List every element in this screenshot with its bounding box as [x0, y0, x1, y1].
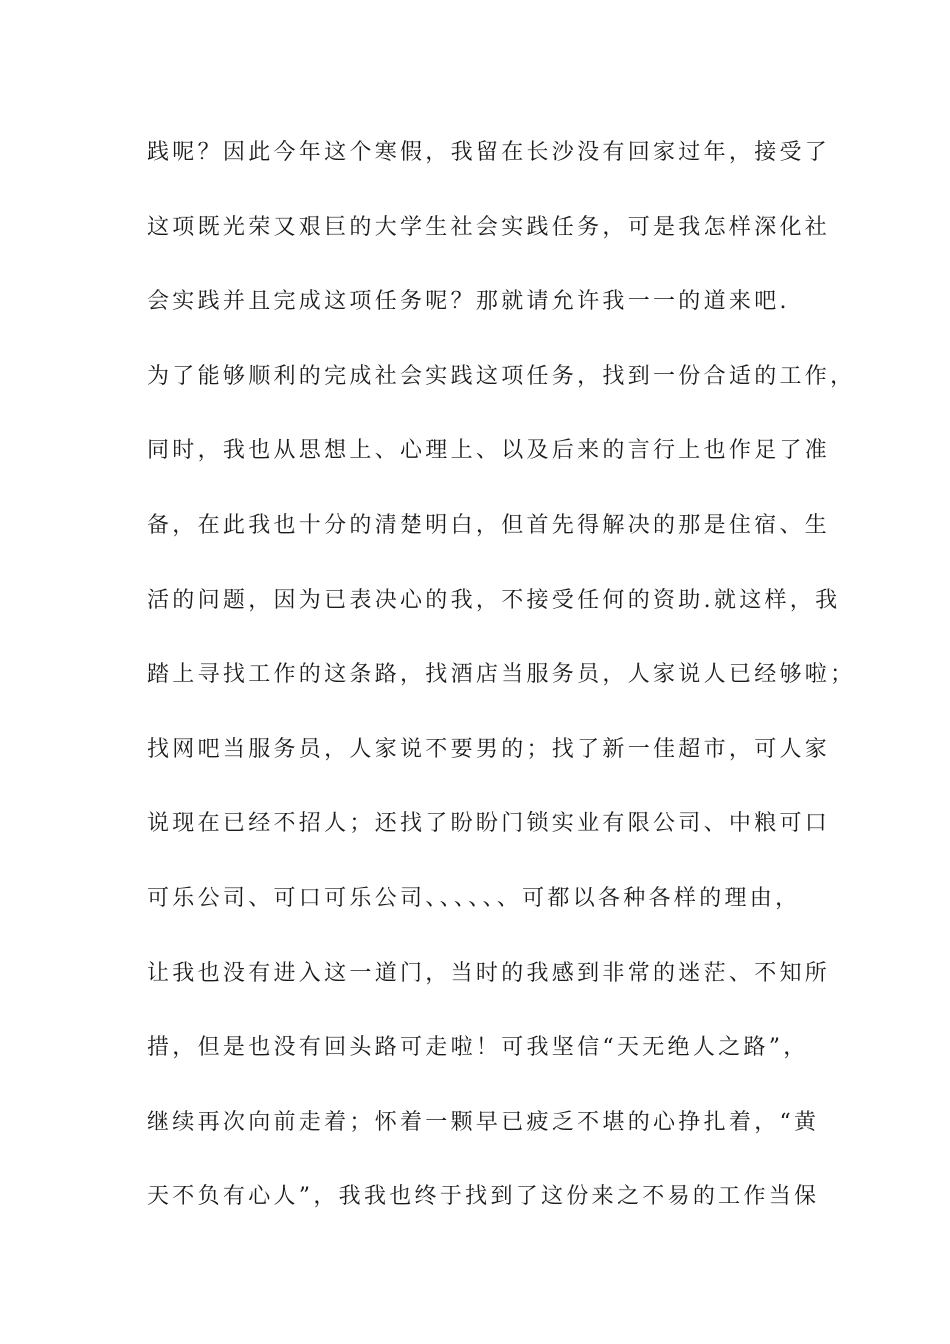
text-line: 会实践并且完成这项任务呢？那就请允许我一一的道来吧.: [147, 289, 790, 315]
text-line: 找网吧当服务员，人家说不要男的；找了新一佳超市，可人家: [147, 736, 831, 762]
text-line: 为了能够顺利的完成社会实践这项任务，找到一份合适的工作，: [147, 363, 856, 389]
text-line: 措，但是也没有回头路可走啦！可我坚信“天无绝人之路”，: [147, 1035, 809, 1061]
text-line: 活的问题，因为已表决心的我，不接受任何的资助.就这样，我: [147, 587, 841, 613]
text-line: 继续再次向前走着；怀着一颗早已疲乏不堪的心挣扎着，“黄: [147, 1109, 820, 1135]
body-text: [147, 131, 856, 1250]
text-line: 让我也没有进入这一道门，当时的我感到非常的迷茫、不知所: [147, 960, 831, 986]
text-line: 可乐公司、可口可乐公司、、、、、、可都以各种各样的理由，: [147, 885, 801, 911]
text-line: 这项既光荣又艰巨的大学生社会实践任务，可是我怎样深化社: [147, 214, 831, 240]
text-line: 说现在已经不招人；还找了盼盼门锁实业有限公司、中粮可口: [147, 811, 831, 837]
text-line: 同时，我也从思想上、心理上、以及后来的言行上也作足了准: [147, 438, 831, 464]
text-line: 天不负有心人”，我我也终于找到了这份来之不易的工作当保: [147, 1184, 820, 1210]
text-line: 踏上寻找工作的这条路，找酒店当服务员，人家说人已经够啦；: [147, 662, 856, 688]
text-line: 备，在此我也十分的清楚明白，但首先得解决的那是住宿、生: [147, 512, 831, 538]
text-line: 践呢？因此今年这个寒假，我留在长沙没有回家过年，接受了: [147, 140, 831, 165]
